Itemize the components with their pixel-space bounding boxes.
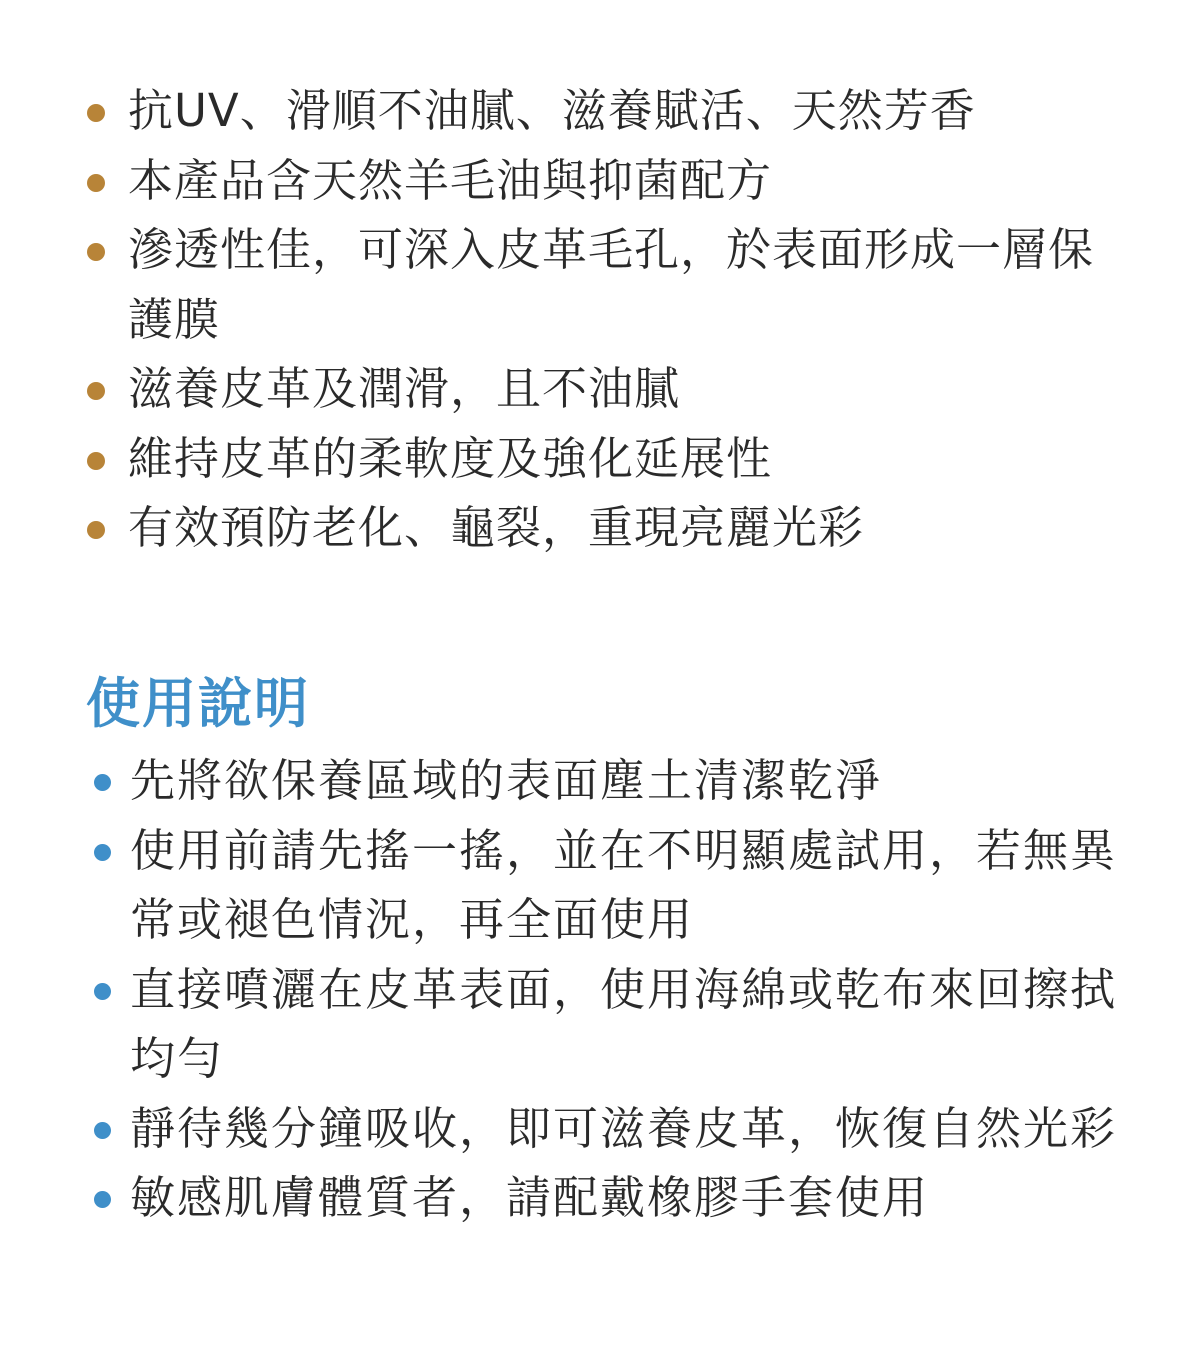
usage-item	[90, 1094, 1130, 1164]
usage-text: 靜待幾分鐘吸收，即可滋養皮革，恢復自然光彩	[130, 1101, 1118, 1155]
feature-list	[86, 76, 1136, 563]
feature-text: 維持皮革的柔軟度及強化延展性	[128, 431, 773, 485]
usage-section-title: 使用說明	[86, 672, 310, 735]
usage-text: 直接噴灑在皮革表面，使用海綿或乾布來回擦拭均勻	[130, 962, 1118, 1085]
bullet-dot-icon	[94, 844, 111, 861]
usage-text: 敏感肌膚體質者，請配戴橡膠手套使用	[130, 1171, 930, 1224]
usage-item	[90, 955, 1130, 1094]
bullet-dot-icon	[94, 1122, 111, 1139]
feature-item	[86, 493, 1136, 563]
bullet-dot-icon	[87, 243, 105, 261]
feature-item	[86, 215, 1136, 354]
feature-text: 滲透性佳，可深入皮革毛孔，於表面形成一層保護膜	[128, 223, 1095, 346]
feature-text: 滋養皮革及潤滑，且不油膩	[128, 362, 681, 415]
feature-item	[86, 424, 1136, 494]
bullet-dot-icon	[94, 774, 111, 791]
bullet-dot-icon	[94, 983, 111, 1000]
usage-item	[90, 746, 1130, 816]
feature-item	[86, 146, 1136, 216]
usage-list	[90, 746, 1130, 1233]
usage-text: 使用前請先搖一搖，並在不明顯處試用，若無異常或褪色情況，再全面使用	[130, 823, 1118, 946]
bullet-dot-icon	[87, 382, 105, 400]
feature-text: 本產品含天然羊毛油與抑菌配方	[128, 153, 773, 207]
bullet-dot-icon	[87, 452, 105, 470]
feature-text: 抗UV、滑順不油膩、滋養賦活、天然芳香	[128, 84, 976, 137]
usage-item	[90, 1163, 1130, 1233]
bullet-dot-icon	[94, 1191, 111, 1208]
bullet-dot-icon	[87, 174, 105, 192]
feature-text: 有效預防老化、龜裂，重現亮麗光彩	[128, 501, 865, 554]
usage-text: 先將欲保養區域的表面塵土清潔乾淨	[130, 754, 883, 807]
bullet-dot-icon	[87, 521, 105, 539]
bullet-dot-icon	[87, 104, 105, 122]
usage-item	[90, 816, 1130, 955]
feature-item	[86, 76, 1136, 146]
feature-item	[86, 354, 1136, 424]
